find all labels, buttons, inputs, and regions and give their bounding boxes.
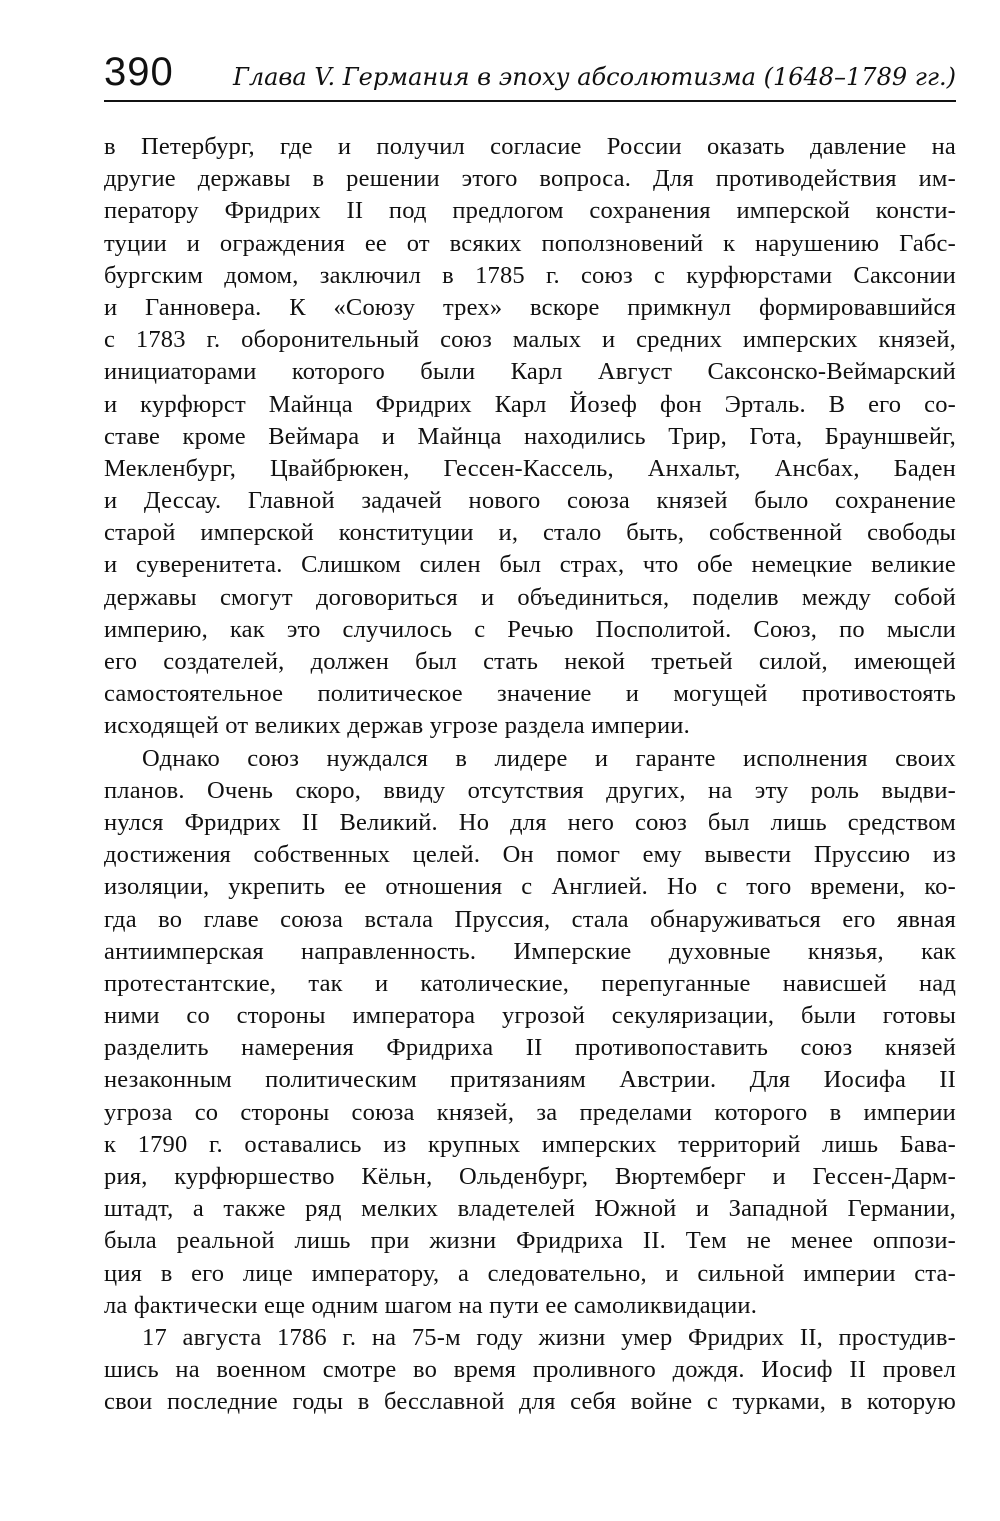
page-number: 390 <box>104 50 174 94</box>
paragraph-first-line: Однако союз нуждался в лидере и гаранте исполнения своих <box>142 744 956 772</box>
text-line: с 1783 г. оборонительный союз малых и средних имперских князей, <box>104 326 956 354</box>
text-line: была реальной лишь при жизни Фридриха II. Тем не менее оппози- <box>104 1227 956 1255</box>
text-line: и Ганновера. К «Союзу трех» вскоре примкнул формировавшийся <box>104 293 956 321</box>
text-line: шись на военном смотре во время проливного дождя. Иосиф II провел <box>104 1356 956 1384</box>
text-line: империю, как это случилось с Речью Посполитой. Союз, по мысли <box>104 615 956 643</box>
text-line: планов. Очень скоро, ввиду отсутствия других, на эту роль выдви- <box>104 776 956 804</box>
text-line: изоляции, укрепить ее отношения с Англией. Но с того времени, ко- <box>104 873 956 901</box>
text-line: и Дессау. Главной задачей нового союза князей было сохранение <box>104 487 956 515</box>
text-line: бургским домом, заключил в 1785 г. союз с курфюрстами Саксонии <box>104 261 956 289</box>
text-line: протестантские, так и католические, перепуганные нависшей над <box>104 969 956 997</box>
page-header <box>104 48 956 102</box>
text-line: ними со стороны императора угрозой секуляризации, были готовы <box>104 1002 956 1030</box>
running-head: Глава V. Германия в эпоху абсолютизма (1648–1789 гг.) <box>232 63 956 91</box>
text-line: Мекленбург, Цвайбрюкен, Гессен-Кассель, Анхальт, Ансбах, Баден <box>104 454 956 482</box>
text-line: исходящей от великих держав угрозе раздела империи. <box>104 712 690 740</box>
text-line: самостоятельное политическое значение и могущей противостоять <box>104 680 956 708</box>
text-line: инициаторами которого были Карл Август Саксонско-Веймарский <box>104 358 956 386</box>
body-text <box>104 131 956 1419</box>
text-line: старой имперской конституции и, стало быть, собственной свободы <box>104 519 956 547</box>
text-line: рия, курфюршество Кёльн, Ольденбург, Вюртемберг и Гессен-Дарм- <box>104 1163 956 1190</box>
text-line: штадт, а также ряд мелких владетелей Южной и Западной Германии, <box>104 1195 956 1223</box>
text-line: державы смогут договориться и объединиться, поделив между собой <box>104 583 956 611</box>
text-line: антиимперская направленность. Имперские духовные князья, как <box>104 937 956 965</box>
text-line: ставе кроме Веймара и Майнца находились Трир, Гота, Брауншвейг, <box>104 422 956 450</box>
text-line: угроза со стороны союза князей, за пределами которого в империи <box>104 1098 956 1126</box>
text-line: нулся Фридрих II Великий. Но для него союз был лишь средством <box>104 808 956 836</box>
text-line: к 1790 г. оставались из крупных имперских территорий лишь Бава- <box>104 1130 956 1158</box>
text-line: ла фактически еще одним шагом на пути ее самоликвидации. <box>104 1291 758 1319</box>
text-line: другие державы в решении этого вопроса. Для противодействия им- <box>104 165 956 193</box>
text-line: и суверенитета. Слишком силен был страх, что обе немецкие великие <box>104 551 956 579</box>
text-line: разделить намерения Фридриха II противопоставить союз князей <box>104 1034 956 1062</box>
paragraph-first-line: 17 августа 1786 г. на 75-м году жизни умер Фридрих II, простудив- <box>142 1323 956 1351</box>
text-line: ператору Фридрих II под предлогом сохранения имперской консти- <box>104 197 956 225</box>
text-line: гда во главе союза встала Пруссия, стала обнаруживаться его явная <box>104 905 956 933</box>
text-line: в Петербург, где и получил согласие России оказать давление на <box>104 133 956 160</box>
text-line: туции и ограждения ее от всяких поползновений к нарушению Габс- <box>104 229 956 257</box>
text-line: ция в его лице императору, а следовательно, и сильной империи ста- <box>104 1259 956 1287</box>
text-line: его создателей, должен был стать некой третьей силой, имеющей <box>104 648 956 675</box>
text-line: незаконным политическим притязаниям Австрии. Для Иосифа II <box>104 1066 956 1094</box>
text-line: и курфюрст Майнца Фридрих Карл Йозеф фон Эрталь. В его со- <box>104 390 956 418</box>
text-line: достижения собственных целей. Он помог ему вывести Пруссию из <box>104 841 956 869</box>
text-line: свои последние годы в бесславной для себя войне с турками, в которую <box>104 1388 956 1416</box>
